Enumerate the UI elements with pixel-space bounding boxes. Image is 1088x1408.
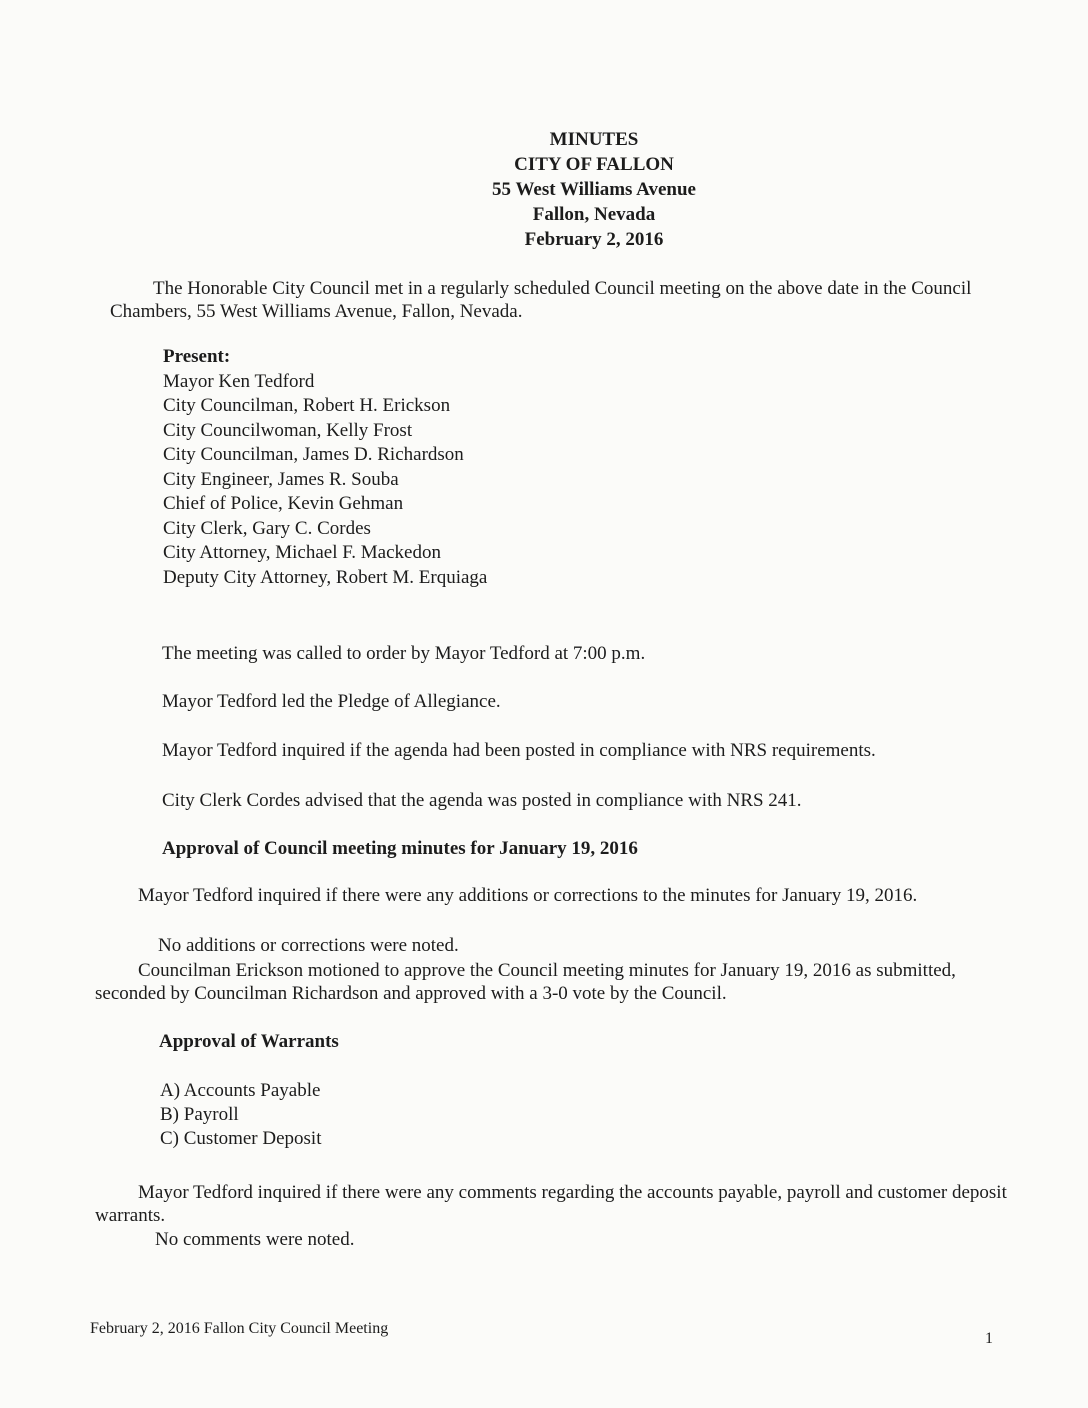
present-member: City Engineer, James R. Souba xyxy=(163,468,399,490)
warrant-item: A) Accounts Payable xyxy=(160,1080,321,1101)
minutes-approval-heading: Approval of Council meeting minutes for January 19, 2016 xyxy=(162,838,638,859)
present-member: City Councilman, Robert H. Erickson xyxy=(163,395,451,416)
present-member: Mayor Ken Tedford xyxy=(163,370,315,392)
footer-text: February 2, 2016 Fallon City Council Meeting xyxy=(90,1320,389,1337)
agenda-advice-statement: City Clerk Cordes advised that the agenda was posted in compliance with NRS 241. xyxy=(162,790,802,811)
header-location: Fallon, Nevada xyxy=(532,204,656,225)
minutes-motion-paragraph: Councilman Erickson motioned to approve the Council meeting minutes for January 19, 2016 as submitted, seconded by Councilman Richardson and approved with a 3-0 vote by the Council. xyxy=(95,960,956,1004)
call-to-order-statement: The meeting was called to order by Mayor Tedford at 7:00 p.m. xyxy=(162,643,646,664)
minutes-no-corrections: No additions or corrections were noted. xyxy=(158,935,459,956)
header-title: MINUTES xyxy=(549,129,639,150)
header-city: CITY OF FALLON xyxy=(514,154,674,175)
present-member: City Councilman, James D. Richardson xyxy=(163,444,464,465)
agenda-inquiry-statement: Mayor Tedford inquired if the agenda had been posted in compliance with NRS requirements. xyxy=(162,740,876,761)
present-heading: Present: xyxy=(163,346,231,367)
present-member: City Attorney, Michael F. Mackedon xyxy=(163,542,441,563)
page-number: 1 xyxy=(985,1330,993,1347)
pledge-statement: Mayor Tedford led the Pledge of Allegiance. xyxy=(162,691,501,712)
warrants-approval-heading: Approval of Warrants xyxy=(159,1031,339,1052)
header-date: February 2, 2016 xyxy=(524,229,664,250)
warrants-inquiry-paragraph: Mayor Tedford inquired if there were any comments regarding the accounts payable, payroll and customer deposit warrants. xyxy=(95,1182,1007,1226)
warrant-item: B) Payroll xyxy=(160,1104,239,1125)
warrants-list xyxy=(160,1079,322,1151)
present-member: City Councilwoman, Kelly Frost xyxy=(163,419,413,441)
present-member: City Clerk, Gary C. Cordes xyxy=(163,517,371,539)
present-member: Deputy City Attorney, Robert M. Erquiaga xyxy=(163,566,488,588)
present-list xyxy=(163,345,487,590)
minutes-inquiry-paragraph: Mayor Tedford inquired if there were any additions or corrections to the minutes for January 19, 2016. xyxy=(138,885,918,906)
warrants-no-comments: No comments were noted. xyxy=(155,1229,355,1250)
present-member: Chief of Police, Kevin Gehman xyxy=(163,493,404,514)
document-header xyxy=(0,127,1088,252)
header-address: 55 West Williams Avenue xyxy=(492,179,696,200)
warrant-item: C) Customer Deposit xyxy=(160,1128,322,1149)
intro-paragraph: The Honorable City Council met in a regularly scheduled Council meeting on the above date in the Council Chambers, 55 West Williams Avenue, Fallon, Nevada. xyxy=(110,278,972,322)
